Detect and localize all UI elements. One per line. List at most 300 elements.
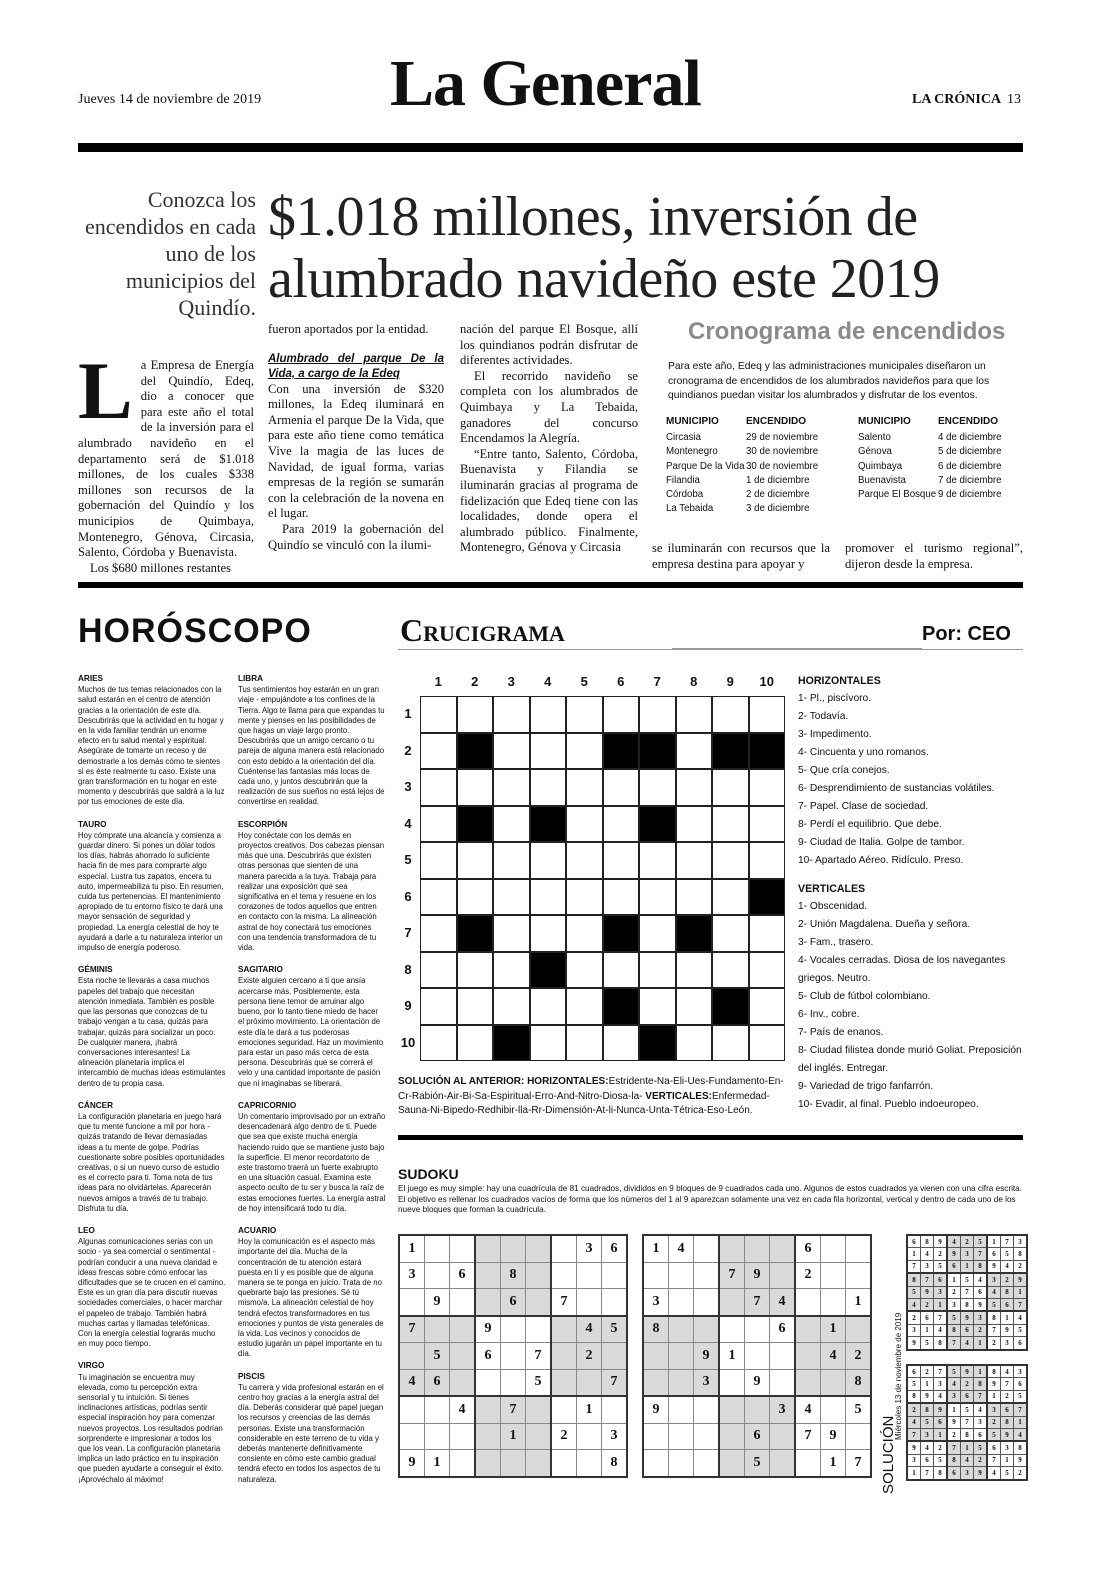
sudoku-cell: 8: [947, 1454, 961, 1466]
vertical-clue: 8- Ciudad filistea donde murió Goliat. Preposición del inglés. Entregar.: [798, 1045, 1022, 1074]
sudoku-cell: 4: [1014, 1311, 1028, 1324]
section-divider: [78, 582, 1023, 588]
sudoku-cell: 4: [947, 1235, 961, 1248]
sudoku-cell: 5: [1014, 1390, 1028, 1403]
crossword-black-cell: [639, 806, 676, 843]
sudoku-cell: 5: [602, 1316, 628, 1343]
sign-text: Hoy la comunicación es el aspecto más importante del día. Mucha de la concentración de tu atención estará puesta en ti y es posible que de alguna manera se te ponga en juicio. Trata de no quebrarte bajo las presiones. Sé tú mismo/a. La alineación celestial de hoy tendrá efectos transformadores en tus emociones y puntos de vista generales de la vida. Los vecinos y conocidos de estudio jugarán un papel importante en tu día.: [238, 1237, 384, 1359]
sudoku-cell: 6: [921, 1311, 934, 1324]
crossword-row-number: 4: [404, 815, 412, 831]
sudoku-cell: 4: [921, 1441, 934, 1454]
sign-text: Tus sentimientos hoy estarán en un gran viaje - empujándote a los confines de la Tierra. Algo te llama para que expandas tu mente y pienses en las posibilidades de que hagas un viaje largo pronto. Descubrirás que un amigo cercano o tu pareja de alguna manera está relacionado con esto debido a la orientación del día. Cuéntense las fantasías más locas de cada uno, y juntos descubrirán que la realización de sus sueños no está lejos de convertirse en realidad.: [238, 685, 385, 807]
horizontal-clue: 10- Apartado Aéreo. Ridículo. Preso.: [798, 855, 964, 866]
sudoku-cell: [719, 1423, 745, 1450]
sudoku-cell: 5: [974, 1235, 988, 1248]
vertical-clue: 4- Vocales cerradas. Diosa de los navegantes griegos. Neutro.: [798, 955, 1006, 984]
sudoku-cell: [551, 1343, 577, 1370]
sudoku-cell: 3: [921, 1260, 934, 1273]
sudoku-cell: 1: [921, 1378, 934, 1390]
article-paragraph: “Entre tanto, Salento, Córdoba, Buenavista y Filandia se iluminarán gracias al programa de fidelización que Edeq tiene con las localidades, donde opera el alumbrado público. Finalmente, Montenegro, Génova y Circasia: [460, 446, 638, 555]
crossword-cell: [566, 769, 603, 806]
crossword-col-number: 1: [434, 674, 442, 689]
sudoku-cell: [846, 1262, 872, 1289]
sudoku-cell: 5: [425, 1343, 450, 1370]
sudoku-cell: 9: [947, 1416, 961, 1428]
article-column-2: [268, 322, 444, 553]
sudoku-cell: 2: [934, 1248, 948, 1260]
sudoku-cell: 7: [719, 1262, 745, 1289]
crossword-cell: [749, 769, 786, 806]
horizontales-heading: HORIZONTALES: [798, 675, 881, 687]
sudoku-cell: [719, 1289, 745, 1316]
crossword-solution: [398, 1075, 786, 1119]
sudoku-cell: [450, 1423, 476, 1450]
crossword-cell: [493, 915, 530, 952]
sudoku-cell: 8: [643, 1316, 669, 1343]
sudoku-cell: 6: [934, 1273, 948, 1286]
sudoku-cell: 2: [1001, 1390, 1014, 1403]
sudoku-cell: [694, 1316, 720, 1343]
sudoku-cell: [770, 1235, 796, 1262]
sudoku-cell: 4: [821, 1343, 846, 1370]
sudoku-cell: [643, 1262, 669, 1289]
sudoku-cell: [795, 1450, 821, 1477]
sudoku-cell: [501, 1316, 526, 1343]
crossword-col-number: 5: [580, 674, 588, 689]
sudoku-cell: [425, 1316, 450, 1343]
crossword-cell: [457, 988, 494, 1025]
sudoku-cell: [602, 1262, 628, 1289]
section-title: La General: [390, 47, 701, 120]
crossword-cell: [493, 769, 530, 806]
crossword-cell: [566, 842, 603, 879]
sudoku-cell: 3: [907, 1324, 921, 1336]
schedule-header-municipio: MUNICIPIO: [666, 416, 719, 427]
crossword-row-number: 7: [404, 925, 412, 940]
vertical-clue: 1- Obscenidad.: [798, 901, 868, 912]
sudoku-cell: 1: [974, 1337, 988, 1350]
schedule-intro: Para este año, Edeq y las administraciones municipales diseñaron un cronograma de encendidos de los alumbrados navideños para que los quindianos puedan visitar los alumbrados y disfrutar de los eventos.: [668, 361, 990, 401]
sudoku-cell: [475, 1396, 501, 1423]
crossword-black-cell: [493, 1025, 530, 1062]
sudoku-cell: 4: [907, 1416, 921, 1428]
sudoku-cell: 9: [921, 1286, 934, 1298]
sign-text: Existe alguien cercano a ti que ansía acercarse más. Posiblemente, esta persona tiene temor de arruinar algo bueno, por lo tanto tiene miedo de hacer el próximo movimiento. La orientación de este día le dará a tus poderosas emociones seguridad. Haz un movimiento para estar un paso más cerca de esta persona. Descubrirás que se correrá el velo y una cantidad importante de pasión que ni imaginabas se liberará.: [238, 976, 384, 1088]
sudoku-cell: 3: [1014, 1235, 1028, 1248]
sudoku-cell: [821, 1396, 846, 1423]
horoscope-sign: [78, 820, 226, 954]
crossword-black-cell: [603, 988, 640, 1025]
article-kicker: Conozca los encendidos en cada uno de los municipios del Quindío.: [84, 187, 256, 320]
crossword-black-cell: [603, 733, 640, 770]
vertical-clue: 2- Unión Magdalena. Dueña y señora.: [798, 919, 971, 930]
sudoku-cell: 8: [961, 1428, 974, 1441]
crossword-cell: [530, 733, 567, 770]
sudoku-cell: 8: [1014, 1248, 1028, 1260]
schedule-municipio: Salento: [858, 432, 891, 443]
sudoku-cell: [551, 1316, 577, 1343]
sign-text: Esta noche te llevarás a casa muchos papeles del trabajo que necesitan atención inmediata. También es posible que las personas que conozcas de tu trabajo vengan a tu casa, quizás para trabajar, quizás para socializar un poco. De cualquier manera, ¡habrá conversaciones interesantes! La alineación planetaria implica el intercambio de muchas ideas estimulantes dentro de tu propia casa.: [78, 976, 226, 1088]
sudoku-cell: 6: [795, 1235, 821, 1262]
sudoku-title: SUDOKU: [398, 1166, 459, 1182]
sign-name: PISCIS: [238, 1371, 265, 1381]
sudoku-cell: 8: [987, 1365, 1001, 1378]
sign-name: SAGITARIO: [238, 965, 283, 975]
crossword-black-cell: [712, 733, 749, 770]
sudoku-divider: [398, 1135, 1023, 1140]
crossword-cell: [676, 806, 713, 843]
crossword-cell: [676, 988, 713, 1025]
schedule-date: 6 de diciembre: [938, 460, 1002, 472]
sudoku-cell: 6: [907, 1235, 921, 1248]
crossword-cell: [420, 696, 457, 733]
schedule-municipio: Parque De la Vida: [666, 460, 745, 472]
sudoku-cell: 7: [921, 1273, 934, 1286]
sudoku-cell: 7: [907, 1428, 921, 1441]
sudoku-cell: 6: [450, 1262, 476, 1289]
sudoku-cell: 7: [907, 1260, 921, 1273]
sign-name: CÁNCER: [78, 1100, 114, 1110]
sudoku-cell: 1: [974, 1365, 988, 1378]
crossword-col-number: 9: [726, 674, 734, 689]
schedule-municipio: Génova: [858, 446, 892, 458]
crossword-cell: [457, 952, 494, 989]
sudoku-cell: 7: [399, 1316, 425, 1343]
horoscope-sign: [238, 1101, 386, 1214]
schedule-date: 5 de diciembre: [938, 446, 1002, 458]
horoscope-column-2: [238, 674, 386, 1497]
sudoku-cell: 3: [987, 1273, 1001, 1286]
sudoku-cell: [450, 1316, 476, 1343]
crossword-cell: [676, 769, 713, 806]
crossword-cell: [603, 696, 640, 733]
sudoku-cell: [770, 1423, 796, 1450]
crossword-cell: [676, 952, 713, 989]
sudoku-cell: 4: [987, 1467, 1001, 1480]
sudoku-cell: 8: [974, 1378, 988, 1390]
crossword-cell: [457, 696, 494, 733]
sudoku-solution-2: [906, 1364, 1028, 1481]
sudoku-cell: 8: [1001, 1286, 1014, 1298]
sudoku-cell: [643, 1369, 669, 1396]
sign-text: Muchos de tus temas relacionados con la salud estarán en el centro de atención gracias a la orientación de este día. Descubrirás que la actividad en tu hogar y en la vida familiar tendrán un enorme efecto en tu salud mental y espiritual. Asegúrate de tomarte un receso y de demostrarle a los demás cómo te sientes si es éste realmente tu caso. Existe una gran transformación en tu hogar en este momento y descubrirás que saldrá a la luz por tus emociones de este día.: [78, 685, 225, 807]
sudoku-cell: 2: [795, 1262, 821, 1289]
sudoku-cell: [501, 1450, 526, 1477]
horoscope-sign: [78, 1101, 226, 1214]
sudoku-cell: 9: [1001, 1324, 1014, 1336]
crossword-cell: [676, 879, 713, 916]
crossword-cell: [420, 842, 457, 879]
crossword-cell: [712, 879, 749, 916]
schedule-header-municipio: MUNICIPIO: [858, 416, 911, 427]
sudoku-cell: [475, 1235, 501, 1262]
crossword-cell: [603, 879, 640, 916]
sudoku-cell: [770, 1343, 796, 1370]
sudoku-cell: 9: [745, 1369, 770, 1396]
schedule-date: 30 de noviembre: [746, 446, 819, 458]
sign-text: Hoy conéctate con los demás en proyectos creativos. Dos cabezas piensan más que una. Descubrirás que existen otras personas que sienten de una manera parecida a la tuya. Trabaja para realizar una exposición que sea significativa en el tema y resuene en los corazones de todos aquellos que entren en contacto con la misma. La alineación astral de hoy conectará tus emociones con una tendencia transformadora de tu vida.: [238, 830, 385, 953]
sudoku-cell: 6: [770, 1316, 796, 1343]
crossword-cell: [493, 879, 530, 916]
sudoku-cell: [577, 1262, 602, 1289]
solution-verticales: Enfermedad-Sauna-Ni-Bipedo-Redhibir-lla-Rr-Dimensión-At-li-Nunca-Unta-Tétrica-Eso-León.: [398, 1090, 770, 1116]
sudoku-cell: 5: [921, 1337, 934, 1350]
sudoku-cell: 9: [1001, 1428, 1014, 1441]
sudoku-cell: 7: [795, 1423, 821, 1450]
sudoku-cell: [669, 1450, 694, 1477]
sudoku-cell: 7: [987, 1324, 1001, 1336]
sudoku-cell: [577, 1369, 602, 1396]
crossword-row-number: 9: [404, 998, 412, 1013]
sudoku-cell: 7: [745, 1289, 770, 1316]
sudoku-cell: 9: [947, 1248, 961, 1260]
crossword-cell: [603, 769, 640, 806]
horizontal-clue: 8- Perdí el equilibrio. Que debe.: [798, 819, 942, 830]
crossword-cell: [639, 879, 676, 916]
sign-text: Tu imaginación se encuentra muy elevada, como tu percepción extra sensorial y tu intuición. Si tienes inclinaciones artísticas, podrías sentir especial inspiración hoy para comenzar nuevos proyectos. Los resultados podrían sorprenderte e impresionar a todos los que los vean. La configuración planetaria implica un lado práctico en tu inspiración que pueden ayudarte a conseguir el éxito. ¡Aprovéchalo al máximo!: [78, 1372, 224, 1484]
crossword-cell: [676, 1025, 713, 1062]
vertical-clue: 9- Variedad de trigo fanfarrón.: [798, 1081, 934, 1092]
sudoku-cell: [425, 1396, 450, 1423]
crossword-col-number: 3: [507, 674, 515, 689]
sudoku-cell: [694, 1289, 720, 1316]
crossword-col-number: 4: [544, 674, 552, 689]
crossword-black-cell: [457, 733, 494, 770]
sudoku-cell: [399, 1423, 425, 1450]
solution-v-label: VERTICALES:: [645, 1090, 712, 1102]
sudoku-cell: 1: [1014, 1416, 1028, 1428]
sudoku-cell: [745, 1235, 770, 1262]
sudoku-cell: 6: [934, 1416, 948, 1428]
horoscope-sign: [238, 1226, 386, 1360]
horizontal-clue: 6- Desprendimiento de sustancias volátiles.: [798, 783, 995, 794]
sudoku-cell: [602, 1289, 628, 1316]
sudoku-cell: 1: [947, 1403, 961, 1416]
sudoku-cell: 2: [907, 1403, 921, 1416]
sudoku-cell: 9: [475, 1316, 501, 1343]
sudoku-cell: 7: [934, 1365, 948, 1378]
newspaper-name: LA CRÓNICA: [912, 92, 1002, 107]
schedule-municipio: Montenegro: [666, 446, 718, 458]
crossword-cell: [639, 842, 676, 879]
sudoku-cell: 9: [425, 1289, 450, 1316]
horoscope-sign: [238, 820, 386, 954]
sudoku-cell: [643, 1450, 669, 1477]
sudoku-cell: 7: [1014, 1403, 1028, 1416]
horizontal-clue: 9- Ciudad de Italia. Golpe de tambor.: [798, 837, 965, 848]
sudoku-cell: 3: [921, 1428, 934, 1441]
crossword-cell: [712, 1025, 749, 1062]
sudoku-cell: [745, 1396, 770, 1423]
crossword-cell: [420, 988, 457, 1025]
sudoku-cell: 3: [1014, 1365, 1028, 1378]
sudoku-cell: [526, 1289, 552, 1316]
sudoku-cell: 9: [399, 1450, 425, 1477]
crossword-col-number: 10: [759, 674, 774, 689]
crossword-cell: [639, 769, 676, 806]
sudoku-cell: [475, 1423, 501, 1450]
verticales-heading: VERTICALES: [798, 883, 866, 895]
sudoku-cell: [669, 1289, 694, 1316]
sudoku-cell: 8: [934, 1337, 948, 1350]
schedule-date: 3 de diciembre: [746, 503, 810, 515]
sudoku-cell: [526, 1450, 552, 1477]
sudoku-cell: 9: [694, 1343, 720, 1370]
sudoku-cell: 5: [1014, 1324, 1028, 1336]
sudoku-cell: [602, 1396, 628, 1423]
sudoku-cell: 1: [934, 1428, 948, 1441]
sudoku-cell: 9: [961, 1311, 974, 1324]
sudoku-cell: 1: [907, 1248, 921, 1260]
sudoku-cell: 3: [694, 1369, 720, 1396]
sudoku-cell: [551, 1396, 577, 1423]
crossword-row-number: 2: [404, 742, 412, 758]
crossword-cell: [493, 842, 530, 879]
schedule-header-encendido: ENCENDIDO: [938, 416, 999, 427]
sudoku-cell: [526, 1423, 552, 1450]
sudoku-cell: 6: [961, 1324, 974, 1336]
sudoku-cell: 9: [974, 1298, 988, 1311]
horoscope-title: HORÓSCOPO: [78, 612, 312, 650]
sudoku-cell: 6: [974, 1428, 988, 1441]
sudoku-cell: 2: [1014, 1260, 1028, 1273]
sudoku-cell: 2: [974, 1324, 988, 1336]
sudoku-cell: 7: [961, 1286, 974, 1298]
sudoku-cell: [694, 1396, 720, 1423]
article-column-3: [460, 322, 638, 556]
crossword-col-number: 7: [653, 674, 661, 689]
sudoku-cell: [450, 1450, 476, 1477]
crossword-cell: [566, 733, 603, 770]
crossword-cell: [530, 915, 567, 952]
horizontal-clue: 1- Pl., piscívoro.: [798, 693, 872, 704]
sudoku-cell: 9: [745, 1262, 770, 1289]
sudoku-cell: 6: [987, 1248, 1001, 1260]
crossword-cell: [420, 915, 457, 952]
sudoku-cell: 5: [974, 1441, 988, 1454]
sudoku-cell: 3: [961, 1467, 974, 1480]
sign-text: Un comentario improvisado por un extraño desencadenará algo dentro de ti. Puede que sea que existe mucha energía haciendo ruido que se mantiene justo bajo la superficie. El menor recordatorio de este trastorno traerá un fuerte exabrupto en una situación casual. Examina este aspecto oculto de tu ser y busca la raíz de estas emociones fuertes. La energía astral de hoy intensificará todo tu día.: [238, 1111, 386, 1213]
crossword-cell: [530, 769, 567, 806]
sudoku-cell: [526, 1396, 552, 1423]
sudoku-cell: 6: [987, 1441, 1001, 1454]
sudoku-cell: 2: [987, 1337, 1001, 1350]
vertical-clue: 10- Evadir, al final. Pueblo indoeuropeo.: [798, 1099, 979, 1110]
sudoku-cell: 7: [602, 1369, 628, 1396]
sign-text: La configuración planetaria en juego hará que tu mente funcione a mil por hora - quizás tratando de llevar demasiadas ideas a tu mente de golpe. Podrías cuestionarte sobre posibles oportunidades creativas, o si un nuevo curso de estudio es el correcto para ti. Toma nota de tus ideas para no olvidártelas. Aparecerán nuevos amigos a través de tu trabajo. Disfruta tu día.: [78, 1111, 225, 1213]
horoscope-sign: [78, 965, 226, 1088]
schedule-municipio: Circasia: [666, 432, 701, 443]
sudoku-cell: 9: [1014, 1454, 1028, 1466]
sudoku-cell: [669, 1369, 694, 1396]
sudoku-cell: 1: [821, 1316, 846, 1343]
sudoku-cell: 2: [961, 1378, 974, 1390]
crossword-col-number: 6: [617, 674, 625, 689]
sudoku-cell: 4: [1014, 1428, 1028, 1441]
sudoku-cell: [577, 1423, 602, 1450]
sudoku-cell: 9: [907, 1441, 921, 1454]
sudoku-cell: [719, 1369, 745, 1396]
crossword-row-number: 6: [404, 888, 412, 904]
crossword-cell: [566, 952, 603, 989]
sudoku-cell: 6: [1001, 1298, 1014, 1311]
sudoku-cell: 6: [602, 1235, 628, 1262]
sudoku-cell: 7: [974, 1248, 988, 1260]
sign-name: ACUARIO: [238, 1225, 277, 1235]
article-paragraph: Para 2019 la gobernación del Quindío se vinculó con la ilumi-: [268, 521, 444, 552]
sudoku-cell: [551, 1262, 577, 1289]
sudoku-cell: 9: [1014, 1273, 1028, 1286]
crossword-cell: [603, 842, 640, 879]
sudoku-cell: 7: [934, 1311, 948, 1324]
sudoku-cell: 4: [961, 1454, 974, 1466]
sudoku-cell: 5: [947, 1311, 961, 1324]
sudoku-cell: 8: [921, 1403, 934, 1416]
article-paragraph: El recorrido navideño se completa con los alumbrados de Quimbaya y La Tebaida, ganadores del concurso Encendamos la Alegría.: [460, 368, 638, 446]
horizontal-clue: 5- Que cría conejos.: [798, 765, 890, 776]
sudoku-cell: 4: [1001, 1365, 1014, 1378]
sudoku-cell: 6: [974, 1286, 988, 1298]
crossword-black-cell: [603, 915, 640, 952]
sign-text: Algunas comunicaciones serias con un socio - ya sea comercial o sentimental - podrían conducir a una nueva claridad e ideas frescas sobre cómo enfocar las dificultades que se te crucen en el camino. Este es un gran día para discutir nuevas sociedades comerciales, o hacer marchar el papeleo de trabajo. También habrá muchas cartas y llamadas telefónicas. Con la energía celestial lograrás mucho en muy poco tiempo.: [78, 1237, 226, 1349]
sudoku-cell: 8: [846, 1369, 872, 1396]
crossword-black-cell: [457, 915, 494, 952]
horizontal-clue: 7- Papel. Clase de sociedad.: [798, 801, 929, 812]
crossword-black-cell: [639, 733, 676, 770]
crossword-cell: [712, 769, 749, 806]
sudoku-cell: 4: [770, 1289, 796, 1316]
crossword-black-cell: [749, 733, 786, 770]
sudoku-cell: 1: [846, 1289, 872, 1316]
solution-label: SOLUCIÓN AL ANTERIOR:: [398, 1076, 525, 1087]
sudoku-cell: 7: [526, 1343, 552, 1370]
article-paragraph: Con una inversión de $320 millones, la Edeq iluminará en Armenia el parque De la Vida, que para este año tiene como temática Vive la magia de las luces de Navidad, de igual forma, varias empresas de la región se sumarán con la celebración de la novena en el lugar.: [268, 381, 444, 521]
sudoku-cell: 8: [1001, 1416, 1014, 1428]
sudoku-cell: 7: [974, 1390, 988, 1403]
article-subhead: Alumbrado del parque De la Vida, a cargo de la Edeq: [268, 352, 444, 380]
sudoku-cell: [719, 1450, 745, 1477]
sudoku-cell: [526, 1316, 552, 1343]
article-headline: $1.018 millones, inversión de alumbrado navideño este 2019: [268, 186, 940, 310]
sudoku-cell: [795, 1316, 821, 1343]
sign-name: ARIES: [78, 674, 104, 683]
sudoku-cell: 4: [934, 1324, 948, 1336]
crossword-cell: [530, 696, 567, 733]
sudoku-cell: 2: [961, 1235, 974, 1248]
crossword-cell: [749, 915, 786, 952]
sudoku-cell: [669, 1396, 694, 1423]
sudoku-cell: [450, 1369, 476, 1396]
crossword-cell: [457, 769, 494, 806]
sudoku-cell: 5: [526, 1369, 552, 1396]
sudoku-cell: [719, 1396, 745, 1423]
sudoku-cell: 8: [947, 1324, 961, 1336]
sudoku-cell: [821, 1235, 846, 1262]
sudoku-cell: 1: [821, 1450, 846, 1477]
horoscope-sign: [78, 1226, 226, 1349]
schedule-header-encendido: ENCENDIDO: [746, 416, 807, 427]
sudoku-cell: 4: [961, 1337, 974, 1350]
sudoku-cell: 7: [921, 1467, 934, 1480]
sudoku-cell: [770, 1262, 796, 1289]
sudoku-cell: 2: [987, 1416, 1001, 1428]
sudoku-cell: [821, 1289, 846, 1316]
vertical-clue: 5- Club de fútbol colombiano.: [798, 991, 931, 1002]
vertical-clue: 6- Inv., cobre.: [798, 1009, 860, 1020]
schedule-date: 2 de diciembre: [746, 489, 810, 501]
sudoku-cell: 8: [921, 1235, 934, 1248]
horoscope-column-1: [78, 674, 226, 1497]
